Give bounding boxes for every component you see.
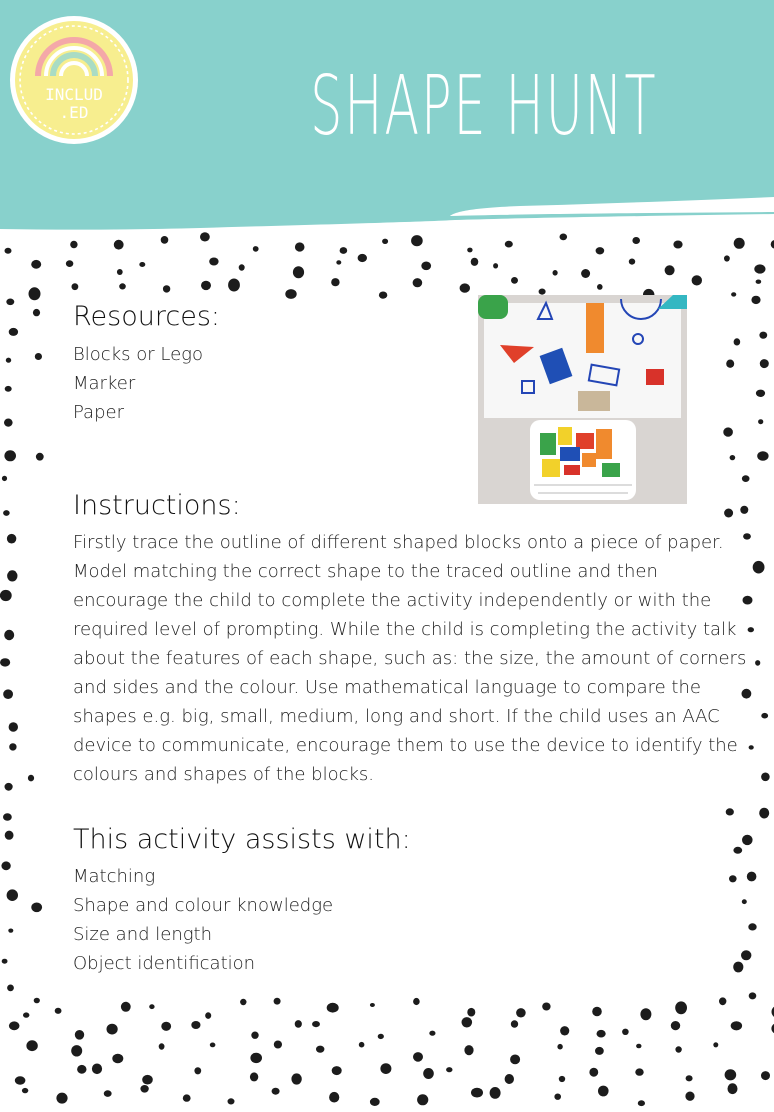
dot xyxy=(733,962,743,973)
dot xyxy=(554,1094,561,1100)
dot xyxy=(209,258,218,266)
dot xyxy=(3,689,13,699)
instructions-line: required level of prompting. While the child is completing the activity talk xyxy=(73,619,737,640)
dot xyxy=(331,278,339,286)
dot xyxy=(742,689,752,699)
dot xyxy=(112,1054,123,1063)
dot xyxy=(274,1041,282,1049)
dot xyxy=(629,259,635,265)
dot xyxy=(332,1066,342,1075)
dot xyxy=(9,722,18,731)
dot xyxy=(92,1064,102,1075)
dot xyxy=(200,232,210,241)
instructions-line: Firstly trace the outline of different shaped blocks onto a piece of paper. xyxy=(73,532,724,553)
dot xyxy=(754,264,765,273)
dot xyxy=(22,1088,28,1093)
dot xyxy=(471,258,479,266)
dot xyxy=(33,309,40,316)
dot xyxy=(55,1008,62,1014)
dot xyxy=(505,241,513,248)
dot xyxy=(34,998,40,1004)
dot xyxy=(728,1083,738,1094)
dot xyxy=(161,1022,171,1031)
dot xyxy=(0,658,10,666)
dot xyxy=(31,260,41,269)
dot xyxy=(685,1092,694,1101)
dot xyxy=(26,1040,37,1051)
dot xyxy=(460,283,470,292)
dot xyxy=(758,419,763,424)
dot xyxy=(7,534,16,544)
dot xyxy=(28,775,34,782)
dot xyxy=(490,1087,501,1099)
dot xyxy=(3,813,12,820)
dot xyxy=(755,660,760,666)
dot xyxy=(163,285,170,292)
dot xyxy=(293,266,304,278)
dot xyxy=(251,1032,258,1039)
dot xyxy=(104,1090,112,1097)
dot xyxy=(719,997,726,1005)
dot xyxy=(142,1075,153,1085)
dot xyxy=(675,1001,687,1014)
dot xyxy=(635,1068,643,1075)
dot xyxy=(2,959,8,964)
dot xyxy=(622,1029,629,1035)
dot xyxy=(228,1098,235,1104)
dot xyxy=(380,1063,391,1074)
dot xyxy=(239,264,245,270)
dot xyxy=(5,248,12,254)
dot xyxy=(6,358,11,363)
dot xyxy=(742,475,750,482)
dot xyxy=(139,262,145,267)
dot xyxy=(638,1100,645,1106)
dot xyxy=(467,1008,475,1017)
dot xyxy=(411,235,423,246)
dot xyxy=(370,1098,380,1106)
dot xyxy=(35,353,42,360)
dot xyxy=(761,713,768,719)
resource-item: Marker xyxy=(73,373,136,394)
dot xyxy=(730,455,736,460)
dot xyxy=(358,254,367,262)
dot xyxy=(66,260,73,267)
dot xyxy=(4,450,16,461)
dot xyxy=(295,1020,302,1028)
dot xyxy=(493,263,498,268)
dot xyxy=(734,338,741,345)
dot xyxy=(596,247,605,254)
dot xyxy=(749,992,757,999)
dot xyxy=(327,1003,339,1013)
dot xyxy=(4,630,14,640)
dot xyxy=(632,237,640,244)
dot xyxy=(560,1026,569,1035)
dot xyxy=(723,427,733,436)
dot xyxy=(734,238,745,249)
dot xyxy=(761,1071,770,1080)
instructions-line: colours and shapes of the blocks. xyxy=(73,764,375,785)
dot xyxy=(729,875,737,882)
dot xyxy=(726,808,734,815)
assists-item: Shape and colour knowledge xyxy=(73,895,334,916)
dot xyxy=(379,292,387,299)
dot xyxy=(9,1021,20,1030)
instructions-line: encourage the child to complete the activity independently or with the xyxy=(73,590,712,611)
instructions-line: about the features of each shape, such as: the size, the amount of corners xyxy=(73,648,747,669)
includ-ed-logo xyxy=(8,14,140,146)
dot xyxy=(760,359,769,368)
dot xyxy=(671,1021,680,1030)
dot xyxy=(413,278,423,287)
dot xyxy=(742,835,753,845)
dot xyxy=(413,1052,423,1062)
instructions-line: shapes e.g. big, small, medium, long and short. If the child uses an AAC xyxy=(73,706,720,727)
dot xyxy=(731,1021,742,1030)
dot xyxy=(757,451,768,460)
dot xyxy=(5,831,14,840)
dot xyxy=(140,1085,148,1093)
dot xyxy=(272,1088,280,1095)
instructions-line: and sides and the colour. Use mathematical language to compare the xyxy=(73,677,701,698)
dot xyxy=(516,1008,526,1017)
dot xyxy=(464,1045,473,1055)
dot xyxy=(724,509,733,518)
dot xyxy=(417,1094,428,1105)
dot xyxy=(5,783,13,791)
dot xyxy=(29,287,41,300)
dot xyxy=(595,1047,604,1055)
dot xyxy=(114,240,124,250)
dot xyxy=(285,289,296,299)
dot xyxy=(378,1034,384,1039)
dot xyxy=(370,1003,375,1007)
dot xyxy=(713,1042,718,1047)
dot xyxy=(560,234,568,241)
dot xyxy=(751,296,760,304)
dot xyxy=(726,360,734,368)
dot xyxy=(592,1007,602,1017)
dot xyxy=(36,453,44,461)
dot xyxy=(740,506,748,514)
dot xyxy=(542,1003,550,1011)
dot xyxy=(312,1021,320,1027)
dot xyxy=(77,1065,86,1074)
dot xyxy=(56,1093,67,1104)
dot xyxy=(119,283,126,289)
dot xyxy=(640,1008,651,1020)
dot xyxy=(228,279,240,292)
dot xyxy=(743,596,753,605)
dot xyxy=(413,998,420,1005)
dot xyxy=(250,1072,258,1081)
dot xyxy=(183,1094,191,1101)
dot xyxy=(253,246,259,252)
dot xyxy=(471,1088,483,1098)
instructions-heading: Instructions: xyxy=(73,490,241,521)
dot xyxy=(7,570,17,581)
resource-item: Paper xyxy=(73,402,124,423)
dot xyxy=(9,743,16,750)
dot xyxy=(511,277,518,284)
dot xyxy=(6,299,14,306)
dot xyxy=(581,269,590,278)
dot xyxy=(756,390,765,397)
dot xyxy=(759,808,769,819)
dot xyxy=(240,999,246,1005)
dot xyxy=(210,1043,216,1048)
dot xyxy=(70,241,77,248)
dot xyxy=(511,1020,518,1027)
dot xyxy=(756,280,762,284)
logo-line1: INCLUD xyxy=(45,85,103,104)
dot xyxy=(747,872,757,882)
dot xyxy=(559,1076,565,1082)
dot xyxy=(7,985,14,992)
assists-item: Object identification xyxy=(73,953,256,974)
dot xyxy=(748,923,756,930)
dot xyxy=(733,847,742,854)
instructions-line: Model matching the correct shape to the traced outline and then xyxy=(73,561,658,582)
dot xyxy=(336,260,341,264)
resource-item: Blocks or Lego xyxy=(73,344,203,365)
dot xyxy=(636,1044,641,1049)
assists-item: Size and length xyxy=(73,924,213,945)
dot xyxy=(31,903,42,913)
dot xyxy=(250,1053,262,1063)
dot xyxy=(205,1012,211,1019)
page-title: SHAPE HUNT xyxy=(310,59,658,154)
dot xyxy=(553,270,558,276)
dot xyxy=(15,1076,26,1084)
assists-heading: This activity assists with: xyxy=(73,824,411,855)
dot xyxy=(598,1086,609,1097)
dot xyxy=(2,476,7,481)
dot xyxy=(295,242,305,251)
dot xyxy=(191,1021,200,1029)
dot xyxy=(742,899,747,904)
dot xyxy=(161,236,169,244)
dot xyxy=(597,1030,606,1038)
dot xyxy=(382,239,388,244)
dot xyxy=(724,255,730,261)
dot xyxy=(8,929,13,933)
dot xyxy=(589,1068,598,1077)
dot xyxy=(117,269,123,275)
dot xyxy=(23,1012,29,1017)
dot xyxy=(748,627,754,632)
dot xyxy=(539,289,546,295)
dot xyxy=(316,1046,324,1053)
dot xyxy=(340,247,348,254)
dot xyxy=(446,1067,452,1072)
dot xyxy=(1,861,10,870)
dot xyxy=(7,889,18,901)
dot xyxy=(329,1092,339,1103)
dot xyxy=(686,1075,693,1081)
dot xyxy=(692,275,702,285)
dot xyxy=(675,1046,681,1052)
dot xyxy=(0,590,12,601)
dot xyxy=(71,1045,82,1056)
dot xyxy=(274,998,281,1005)
activity-photo xyxy=(478,295,687,504)
dot xyxy=(291,1073,301,1084)
dot xyxy=(731,292,736,296)
dot xyxy=(557,1044,562,1050)
dot xyxy=(505,1074,514,1084)
dot xyxy=(665,265,675,275)
dot xyxy=(510,1055,520,1065)
dot xyxy=(725,1069,737,1080)
dot xyxy=(423,1068,434,1079)
dot xyxy=(462,1017,473,1027)
instructions-line: device to communicate, encourage them to use the device to identify the xyxy=(73,735,738,756)
dot xyxy=(359,1042,365,1048)
dot xyxy=(159,1043,165,1049)
assists-item: Matching xyxy=(73,866,156,887)
dot xyxy=(4,419,13,427)
dot xyxy=(597,284,603,290)
dot xyxy=(673,241,682,249)
dot xyxy=(429,1031,435,1036)
resources-heading: Resources: xyxy=(73,301,220,332)
dot xyxy=(753,561,765,574)
dot xyxy=(5,386,12,392)
dot xyxy=(467,248,472,253)
dot xyxy=(201,281,211,290)
logo-line2: .ED xyxy=(59,103,89,122)
dot xyxy=(743,533,751,539)
dot xyxy=(107,1024,118,1035)
dot xyxy=(761,773,770,782)
dot xyxy=(149,1004,154,1009)
dot xyxy=(75,1030,84,1040)
dot xyxy=(741,950,751,960)
dot xyxy=(759,332,767,339)
dot xyxy=(194,1067,201,1074)
dot xyxy=(9,328,18,336)
dot xyxy=(72,283,79,290)
dot xyxy=(421,262,431,271)
dot xyxy=(121,1002,131,1012)
dot xyxy=(3,510,10,516)
dot xyxy=(749,745,754,749)
